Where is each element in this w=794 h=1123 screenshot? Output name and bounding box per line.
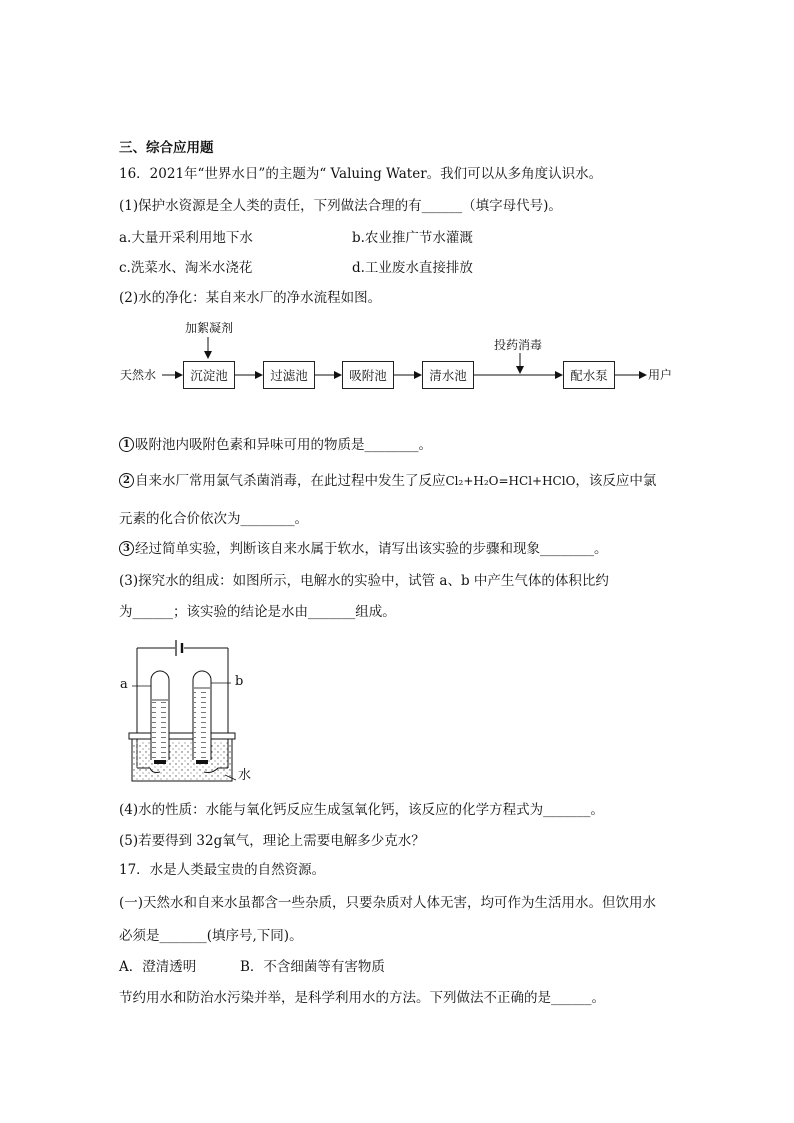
- q16-sub2-text-b: ，该反应中氯: [575, 473, 657, 489]
- circled-number-icon: 1: [119, 437, 134, 452]
- q16-part4: (4)水的性质：水能与氧化钙反应生成氢氧化钙，该反应的化学方程式为_______。: [119, 802, 604, 818]
- q16-sub2-cont: 元素的化合价依次为________。: [119, 511, 308, 527]
- water-label: 水: [238, 768, 252, 783]
- q17-part2: 节约用水和防治水污染并举，是科学利用水的方法。下列做法不正确的是______。: [119, 990, 605, 1006]
- q16-sub2: [119, 472, 656, 490]
- flow-box-sedimentation: 沉淀池: [183, 361, 235, 389]
- user-label: 用户: [648, 368, 673, 382]
- q16-part3-a: (3)探究水的组成：如图所示，电解水的实验中，试管 a、b 中产生气体的体积比约: [119, 573, 609, 589]
- source-label: 天然水: [120, 368, 157, 382]
- circled-number-icon: 3: [119, 541, 134, 556]
- q16-part2: (2)水的净化：某自来水厂的净水流程如图。: [119, 290, 382, 306]
- q17-intro: 17．水是人类最宝贵的自然资源。: [119, 862, 326, 878]
- q17-part1-b: 必须是_______(填序号,下同)。: [119, 928, 303, 944]
- flow-box-adsorption: 吸附池: [342, 361, 394, 389]
- q16-part3-b: 为______；该实验的结论是水由_______组成。: [119, 604, 396, 620]
- circled-number-icon: 2: [119, 473, 134, 488]
- tube-b-label: b: [235, 674, 244, 689]
- option-c: c.洗菜水、淘米水浇花: [119, 260, 253, 276]
- flow-box-pump: 配水泵: [563, 361, 615, 389]
- tube-a-label: a: [120, 677, 128, 692]
- q16-part1: (1)保护水资源是全人类的责任，下列做法合理的有______（填字母代号)。: [119, 198, 562, 214]
- q16-sub1-text: 吸附池内吸附色素和异味可用的物质是________。: [135, 437, 432, 453]
- q16-sub3-text: 经过简单实验，判断该自来水属于软水，请写出该实验的步骤和现象________。: [135, 541, 608, 557]
- coagulant-label: 加絮凝剂: [185, 321, 234, 335]
- option-b: b.农业推广节水灌溉: [352, 230, 473, 246]
- chemical-equation: Cl₂+H₂O=HCl+HClO: [445, 474, 576, 488]
- flow-box-clear-water: 清水池: [422, 361, 474, 389]
- q17-option-b: B．不含细菌等有害物质: [240, 959, 385, 975]
- q17-part1-a: (一)天然水和自来水虽都含一些杂质，只要杂质对人体无害，均可作为生活用水。但饮用水: [119, 895, 657, 911]
- q17-option-a: A．澄清透明: [119, 959, 197, 975]
- flow-box-filtration: 过滤池: [263, 361, 315, 389]
- section-title: 三、综合应用题: [119, 140, 214, 156]
- option-d: d.工业废水直接排放: [352, 260, 473, 276]
- q16-intro: 16．2021年“世界水日”的主题为“ Valuing Water。我们可以从多角度认识水。: [119, 166, 603, 182]
- q16-part5: (5)若要得到 32g氧气，理论上需要电解多少克水？: [119, 833, 425, 849]
- q16-sub3: [119, 540, 608, 558]
- disinfect-label: 投药消毒: [494, 338, 543, 352]
- q16-sub2-text-a: 自来水厂常用氯气杀菌消毒，在此过程中发生了反应: [135, 473, 446, 489]
- option-a: a.大量开采利用地下水: [119, 230, 253, 246]
- q16-sub1: [119, 436, 432, 454]
